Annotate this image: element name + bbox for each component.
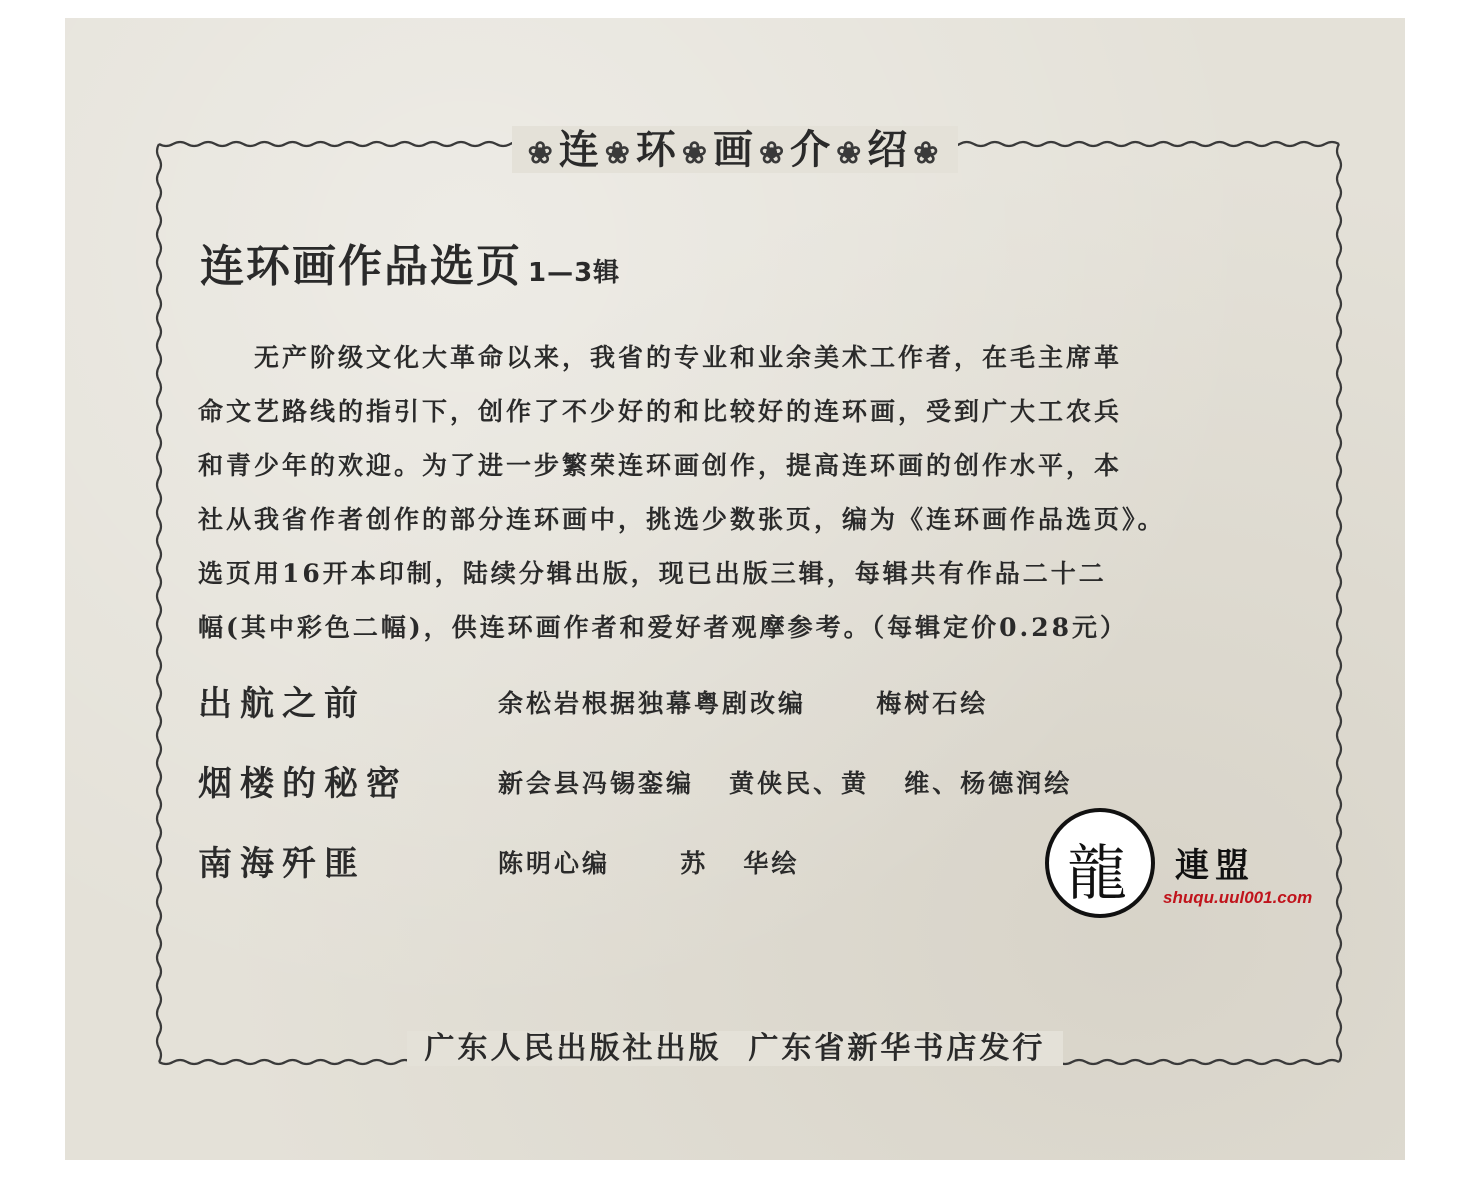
swirl-flower-icon: ❀ bbox=[913, 135, 943, 171]
swirl-flower-icon: ❀ bbox=[527, 135, 557, 171]
section-header bbox=[65, 118, 1405, 175]
section-header-text-group bbox=[512, 126, 959, 173]
swirl-flower-icon: ❀ bbox=[759, 135, 789, 171]
dragon-seal-icon: 龍 bbox=[1045, 808, 1155, 918]
work-credits: 余松岩根据独幕粤剧改编 梅树石绘 bbox=[498, 689, 989, 718]
header-char: 环 bbox=[635, 126, 680, 173]
swirl-flower-icon: ❀ bbox=[604, 135, 634, 171]
distributor-text: 广东省新华书店发行 bbox=[748, 1031, 1046, 1066]
footer-imprint bbox=[65, 1023, 1405, 1067]
watermark-logo bbox=[1045, 808, 1345, 918]
swirl-flower-icon: ❀ bbox=[836, 135, 866, 171]
list-item bbox=[198, 676, 1298, 756]
footer-text-group bbox=[407, 1031, 1064, 1066]
swirl-flower-icon: ❀ bbox=[681, 135, 711, 171]
header-char: 画 bbox=[713, 126, 757, 173]
book-title bbox=[200, 230, 620, 294]
intro-line: 无产阶级文化大革命以来，我省的专业和业余美术工作者，在毛主席革 bbox=[198, 343, 1123, 372]
publisher-text: 广东人民出版社出版 bbox=[424, 1031, 722, 1066]
work-title: 出航之前 bbox=[198, 684, 366, 724]
watermark-name: 連盟 bbox=[1175, 846, 1255, 886]
intro-line: 社从我省作者创作的部分连环画中，挑选少数张页，编为《连环画作品选页》。 bbox=[198, 505, 1166, 534]
border-segment bbox=[1337, 144, 1341, 1062]
book-title-text: 连环画作品选页 bbox=[200, 241, 522, 292]
intro-line: 选页用16开本印制，陆续分辑出版，现已出版三辑，每辑共有作品二十二 bbox=[198, 559, 1107, 588]
intro-line: 和青少年的欢迎。为了进一步繁荣连环画创作，提高连环画的创作水平，本 bbox=[198, 451, 1123, 480]
scanned-page bbox=[65, 18, 1405, 1160]
work-title: 南海歼匪 bbox=[198, 844, 366, 884]
header-char: 绍 bbox=[867, 126, 912, 173]
intro-line: 命文艺路线的指引下，创作了不少好的和比较好的连环画，受到广大工农兵 bbox=[198, 397, 1123, 426]
watermark-url: shuqu.uul001.com bbox=[1163, 888, 1313, 907]
work-credits: 新会县冯锡銮编 黄侠民、黄 维、杨德润绘 bbox=[498, 769, 1073, 798]
book-volumes: 1—3辑 bbox=[528, 258, 621, 288]
intro-paragraph bbox=[198, 338, 1298, 662]
border-segment bbox=[157, 144, 161, 1062]
intro-line: 幅(其中彩色二幅)，供连环画作者和爱好者观摩参考。（每辑定价0.28元） bbox=[198, 613, 1129, 642]
work-credits: 陈明心编 苏 华绘 bbox=[498, 849, 800, 878]
header-char: 连 bbox=[558, 126, 603, 173]
work-title: 烟楼的秘密 bbox=[198, 764, 408, 804]
header-char: 介 bbox=[790, 126, 835, 173]
